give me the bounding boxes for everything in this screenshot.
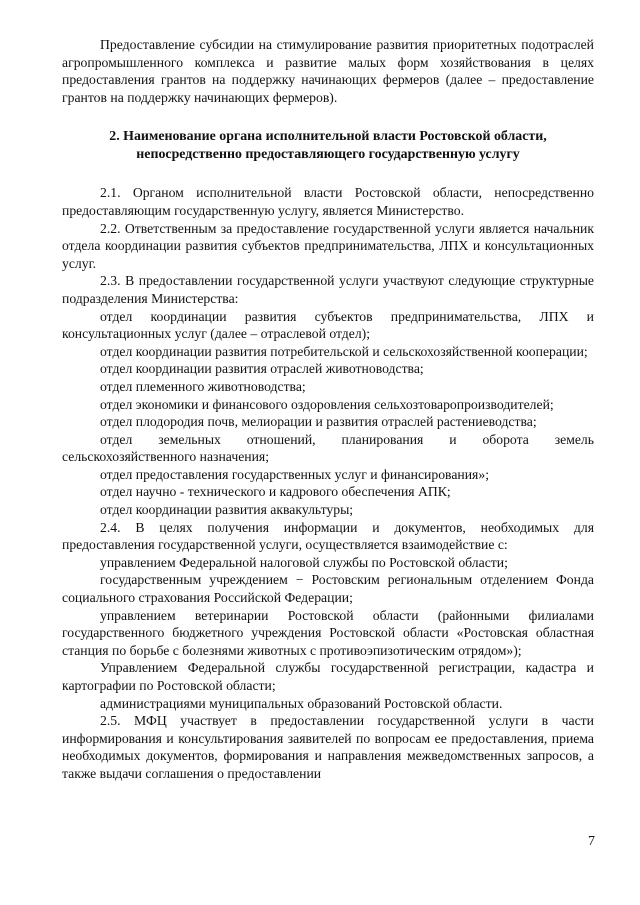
paragraph-2-2: 2.2. Ответственным за предоставление государственной услуги является начальник отдела координации развития субъектов предпринимательства, ЛПХ и консультационных услуг. [62, 220, 594, 271]
list-item: Управлением Федеральной службы государственной регистрации, кадастра и картографии по Ростовской области; [62, 660, 594, 693]
paragraph-2-1: 2.1. Органом исполнительной власти Ростовской области, непосредственно предоставляющим государственную услугу, является Министерство. [62, 185, 594, 218]
section-heading-line-2: непосредственно предоставляющего государственную услугу [136, 147, 520, 163]
list-item: отдел координации развития потребительской и сельскохозяйственной кооперации; [100, 343, 588, 359]
list-item: управлением ветеринарии Ростовской области (районными филиалами государственного бюджетного учреждения Ростовской области «Ростовская областная станция по борьбе с болезнями животных с противоэпизотическим отрядом»); [62, 607, 594, 658]
section-heading [62, 128, 594, 164]
list-item: администрациями муниципальных образований Ростовской области. [100, 695, 503, 711]
list-item: управлением Федеральной налоговой службы по Ростовской области; [100, 554, 508, 570]
list-item: отдел координации развития субъектов предпринимательства, ЛПХ и консультационных услуг (далее – отраслевой отдел); [62, 308, 594, 342]
list-item: отдел экономики и финансового оздоровления сельхозтоваропроизводителей; [100, 396, 554, 412]
section-heading-line-1: 2. Наименование органа исполнительной власти Ростовской области, [109, 129, 547, 145]
document-page [62, 36, 594, 783]
paragraph-2-5: 2.5. МФЦ участвует в предоставлении государственной услуги в части информирования и консультирования заявителей по вопросам ее предоставления, приема необходимых документов, формирования и направления межведомственных запросов, а также выдачи соглашения о предоставлении [62, 713, 594, 781]
list-item: отдел предоставления государственных услуг и финансирования»; [100, 466, 489, 482]
list-item: государственным учреждением − Ростовским региональным отделением Фонда социального страхования Российской Федерации; [62, 572, 594, 606]
list-item: отдел племенного животноводства; [100, 378, 306, 394]
paragraph-2-4: 2.4. В целях получения информации и документов, необходимых для предоставления государственной услуги, осуществляется взаимодействие с: [62, 519, 594, 553]
list-item: отдел плодородия почв, мелиорации и развития отраслей растениеводства; [100, 414, 537, 430]
list-item: отдел координации развития отраслей животноводства; [100, 361, 424, 377]
list-item: отдел земельных отношений, планирования и оборота земель сельскохозяйственного назначения; [62, 431, 594, 465]
list-item: отдел координации развития аквакультуры; [100, 502, 354, 518]
paragraph-2-3: 2.3. В предоставлении государственной услуги участвуют следующие структурные подразделения Министерства: [62, 273, 594, 306]
list-item: отдел научно - технического и кадрового обеспечения АПК; [100, 484, 451, 500]
page-number: 7 [588, 834, 595, 849]
intro-paragraph: Предоставление субсидии на стимулирование развития приоритетных подотраслей агропромышленного комплекса и развитие малых форм хозяйствования в целях предоставления грантов на поддержку начинающих фермеров (далее – предоставление грантов на поддержку начинающих фермеров). [62, 37, 594, 105]
